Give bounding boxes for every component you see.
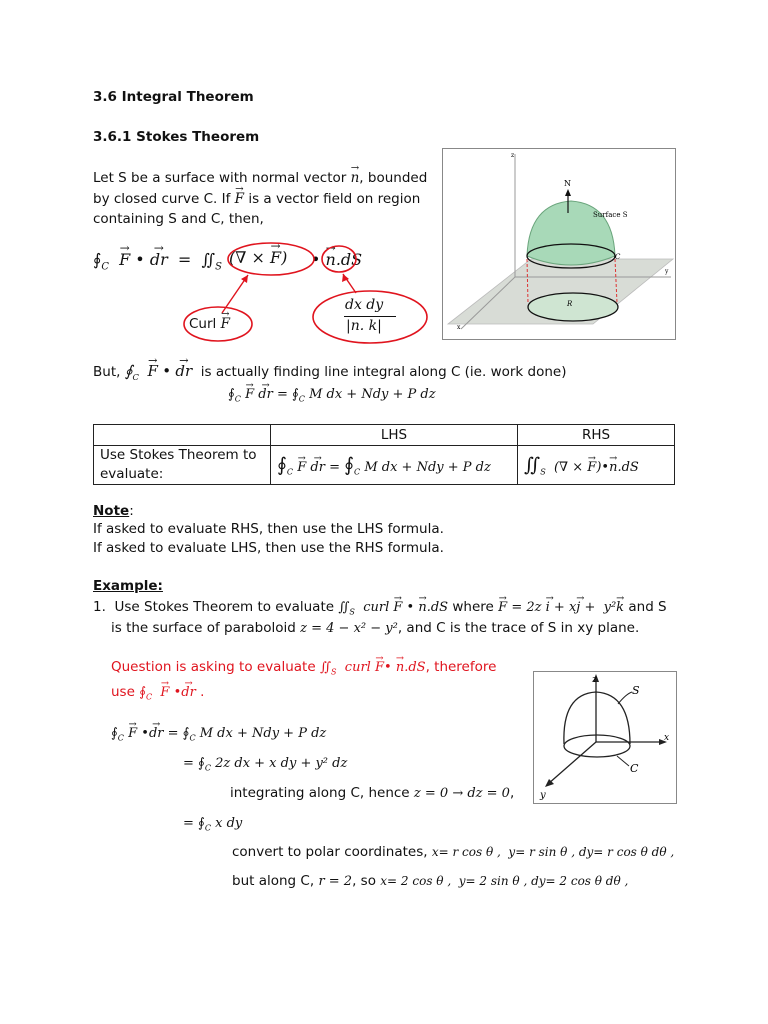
example-question-line-2: is the surface of paraboloid z = 4 − x² − y², and C is the trace of S in xy plane. xyxy=(111,620,640,636)
curl-term: (∇ × → F) xyxy=(229,248,287,267)
frac-bar xyxy=(344,316,396,317)
table-row-label: Use Stokes Theorem to evaluate: xyxy=(94,446,271,485)
intro-line-3: containing S and C, then, xyxy=(93,211,264,227)
line-integral-formula: $∮_C \to F$ → dr = $∮_C$ M dx + Ndy + P dz xyxy=(228,387,436,404)
example-title: Example: xyxy=(93,578,163,594)
label-x: x xyxy=(664,733,670,743)
intro-line-1: Let S be a surface with normal vector → n, bounded xyxy=(93,170,427,186)
note-line-2: If asked to evaluate LHS, then use the RHS formula. xyxy=(93,540,444,556)
solution-step-2: = $∮_C$ 2z dx + x dy + y² dz xyxy=(183,756,348,773)
note-line-1: If asked to evaluate RHS, then use the LHS formula. xyxy=(93,521,444,537)
table-header-rhs: RHS xyxy=(518,425,675,446)
label-n: N xyxy=(564,179,571,188)
label-y: y xyxy=(665,268,669,275)
label-z: z xyxy=(511,152,515,159)
but-line: But, $∮_C \to F$ • → dr is actually finding line integral along C (ie. work done) xyxy=(93,362,567,382)
stokes-table xyxy=(93,424,675,485)
frac-denominator: |n. k| xyxy=(346,318,382,334)
solution-step-3: integrating along C, hence z = 0 → dz = 0, xyxy=(230,785,515,801)
section-heading: 3.6 Integral Theorem xyxy=(93,89,254,105)
note-title: Note: xyxy=(93,503,134,519)
label-surface: Surface S xyxy=(593,211,628,219)
stokes-formula: $∮_C \to F$ • → dr = $∬_S$ • → n.dS xyxy=(93,250,362,272)
frac-numerator: dx dy xyxy=(345,297,384,313)
label-r: R xyxy=(567,300,573,308)
table-rhs-cell: $∬_S$ (∇ × → F)•→ n.dS xyxy=(518,446,675,485)
hand-sketch-diagram xyxy=(534,672,676,803)
solution-step-5: convert to polar coordinates, x= r cos θ , y= r sin θ , dy= r cos θ dθ , xyxy=(232,844,675,860)
label-c: C xyxy=(630,762,639,775)
label-c: C xyxy=(615,253,621,261)
label-s: S xyxy=(632,684,640,697)
intro-line-2: by closed curve C. If → F is a vector field on region xyxy=(93,191,420,207)
curl-callout-label: Curl → F xyxy=(189,316,230,332)
solution-step-1: $∮_C \to F$ •→ dr = $∮_C$ M dx + Ndy + P dz xyxy=(111,726,326,743)
table-header-lhs: LHS xyxy=(271,425,518,446)
label-z: z xyxy=(592,675,597,685)
figure-surface-s xyxy=(442,148,676,340)
table-row xyxy=(94,446,675,485)
solution-step-4: = $∮_C$ x dy xyxy=(183,816,243,833)
example-question-line-1: 1. Use Stokes Theorem to evaluate $∬_S$ curl → F • → n.dS where → F = 2z → i + x→ j + y²→ k and S xyxy=(93,599,667,617)
red-note-line-1: Question is asking to evaluate $∬_S$ curl → F• → n.dS, therefore xyxy=(111,659,496,677)
solution-step-6: but along C, r = 2, so x= 2 cos θ , y= 2 sin θ , dy= 2 cos θ dθ , xyxy=(232,873,629,889)
table-lhs-cell: $∮_C \to F$ → dr = $∮_C$ M dx + Ndy + P dz xyxy=(271,446,518,485)
curl-term-circle xyxy=(228,243,314,275)
figure-hand-sketch xyxy=(533,671,677,804)
ds-term-circle xyxy=(322,246,356,272)
table-header-empty xyxy=(94,425,271,446)
surface-diagram xyxy=(443,149,675,339)
label-y: y xyxy=(540,790,546,801)
label-x: x xyxy=(457,324,461,331)
subsection-heading: 3.6.1 Stokes Theorem xyxy=(93,129,260,145)
table-header-row xyxy=(94,425,675,446)
red-note-line-2: use $∮_C \to F$ •→ dr . xyxy=(111,684,204,702)
